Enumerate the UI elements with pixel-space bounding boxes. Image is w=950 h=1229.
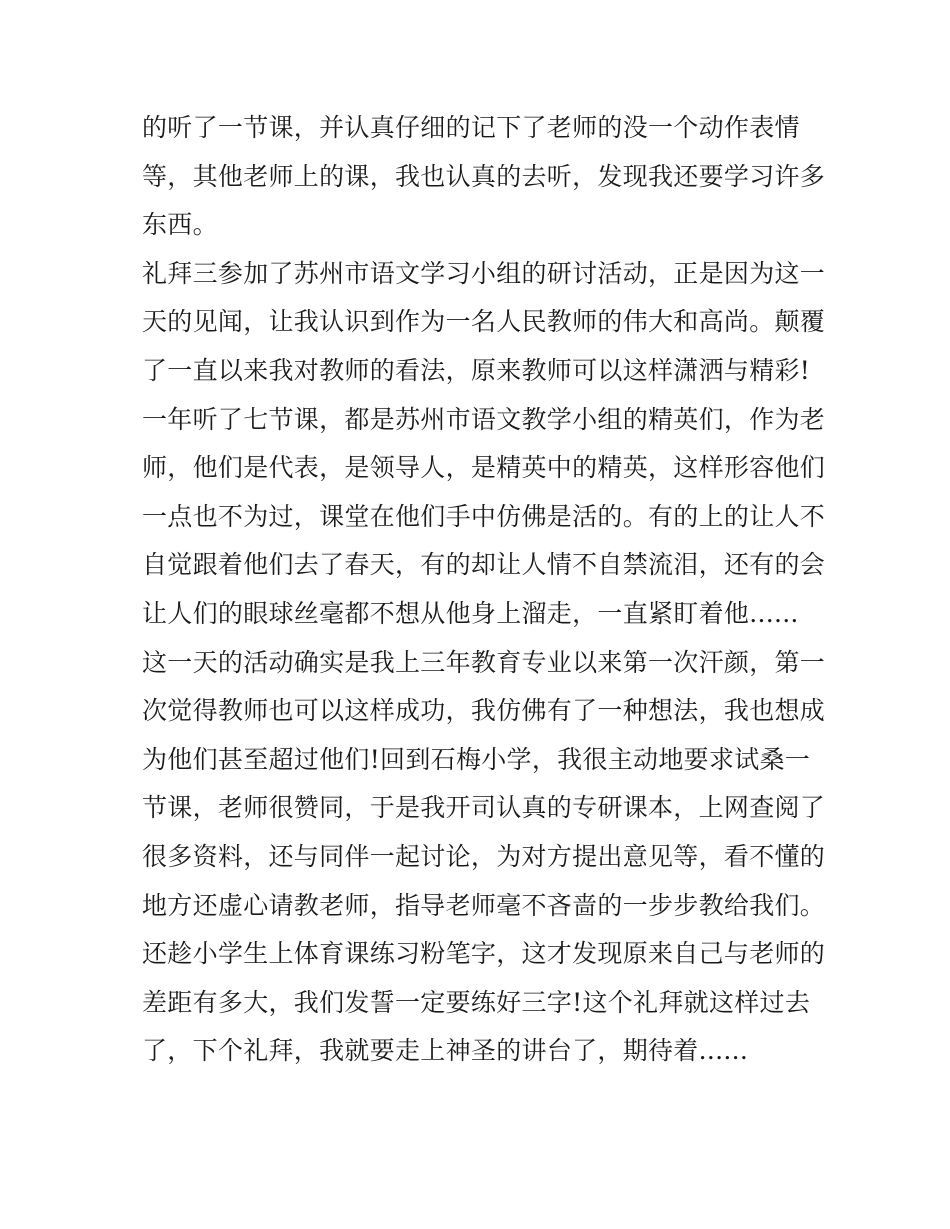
text-line: 礼拜三参加了苏州市语文学习小组的研讨活动，正是因为这一 (142, 258, 826, 288)
text-line: 了一直以来我对教师的看法，原来教师可以这样潇洒与精彩! (142, 355, 811, 385)
text-line: 次觉得教师也可以这样成功，我仿佛有了一种想法，我也想成 (142, 696, 826, 726)
text-line: 让人们的眼球丝毫都不想从他身上溜走，一直紧盯着他...... (142, 598, 799, 628)
text-line: 为他们甚至超过他们!回到石梅小学，我很主动地要求试桑一 (142, 744, 811, 774)
text-line: 这一天的活动确实是我上三年教育专业以来第一次汗颜，第一 (142, 647, 826, 677)
document-body (142, 104, 826, 1076)
text-line: 师，他们是代表，是领导人，是精英中的精英，这样形容他们 (142, 453, 826, 483)
text-line: 天的见闻，让我认识到作为一名人民教师的伟大和高尚。颠覆 (142, 307, 826, 337)
text-line: 了，下个礼拜，我就要走上神圣的讲台了，期待着...... (142, 1036, 749, 1066)
text-line: 差距有多大，我们发誓一定要练好三字!这个礼拜就这样过去 (142, 987, 811, 1017)
text-line: 很多资料，还与同伴一起讨论，为对方提出意见等，看不懂的 (142, 841, 826, 871)
text-line: 节课，老师很赞同，于是我开司认真的专研课本，上网查阅了 (142, 793, 826, 823)
text-line: 东西。 (142, 210, 218, 240)
text-line: 一年听了七节课，都是苏州市语文教学小组的精英们，作为老 (142, 404, 826, 434)
text-line: 还趁小学生上体育课练习粉笔字，这才发现原来自己与老师的 (142, 939, 826, 969)
text-line: 地方还虚心请教老师，指导老师毫不吝啬的一步步教给我们。 (142, 890, 826, 920)
text-line: 的听了一节课，并认真仔细的记下了老师的没一个动作表情 (142, 113, 800, 142)
text-line: 等，其他老师上的课，我也认真的去听，发现我还要学习许多 (142, 161, 826, 191)
text-line: 自觉跟着他们去了春天，有的却让人情不自禁流泪，还有的会 (142, 550, 826, 580)
text-line: 一点也不为过，课堂在他们手中仿佛是活的。有的上的让人不 (142, 501, 826, 531)
